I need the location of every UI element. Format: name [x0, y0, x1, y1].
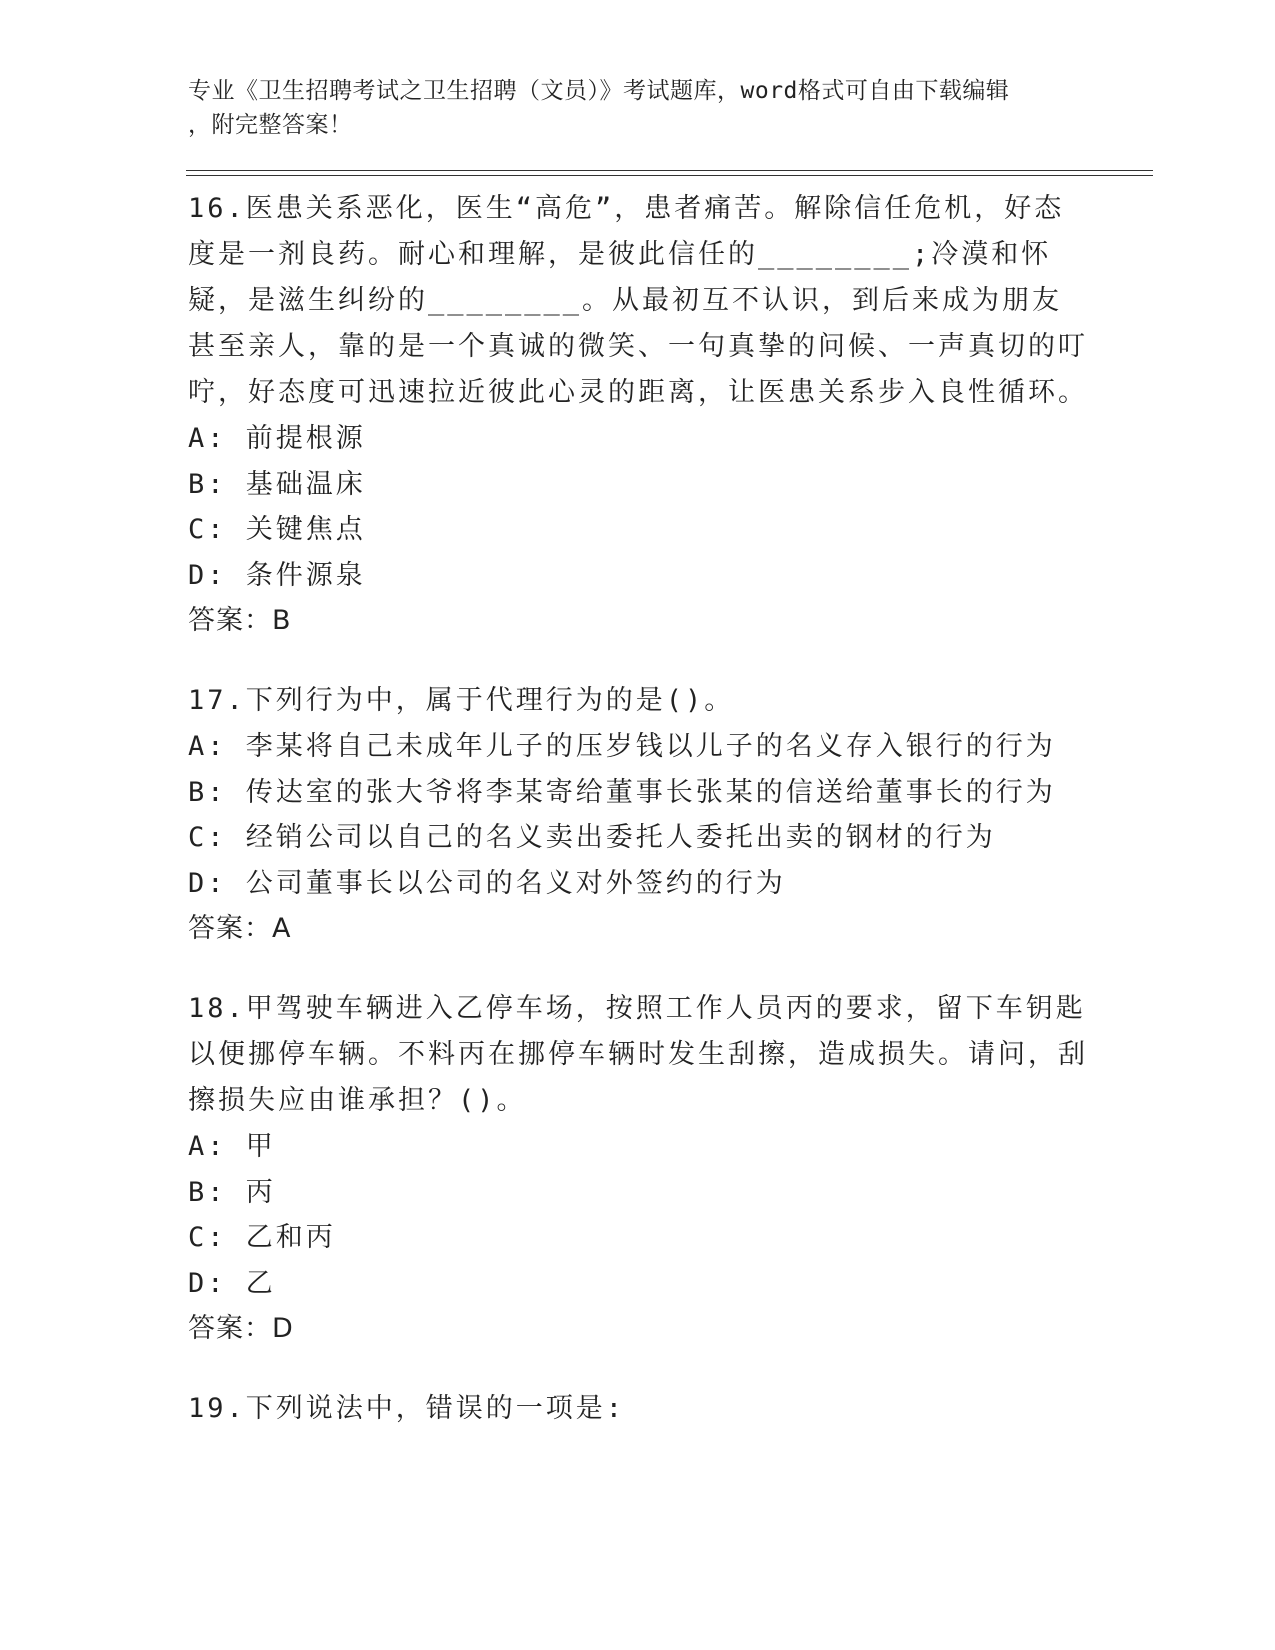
- option-c: C: 乙和丙: [188, 1222, 336, 1253]
- header-line-1: 专业《卫生招聘考试之卫生招聘（文员）》考试题库，word格式可自由下载编辑: [188, 78, 1010, 104]
- answer: 答案：D: [188, 1313, 294, 1344]
- option-a: A: 前提根源: [188, 423, 366, 454]
- option-a: A: 李某将自己未成年儿子的压岁钱以儿子的名义存入银行的行为: [188, 731, 1056, 762]
- question-16: [188, 186, 1088, 644]
- document-header: [188, 74, 1078, 142]
- question-stem: 18.甲驾驶车辆进入乙停车场，按照工作人员丙的要求，留下车钥匙以便挪停车辆。不料丙在挪停车辆时发生刮擦，造成损失。请问，刮擦损失应由谁承担？()。: [188, 993, 1088, 1116]
- question-19: [188, 1386, 1088, 1432]
- option-c: C: 经销公司以自己的名义卖出委托人委托出卖的钢材的行为: [188, 822, 996, 853]
- question-18: [188, 986, 1088, 1352]
- question-17: [188, 678, 1088, 952]
- answer: 答案：B: [188, 605, 292, 636]
- question-list: [188, 186, 1088, 1466]
- header-line-2: ，附完整答案！: [188, 112, 353, 138]
- option-c: C: 关键焦点: [188, 514, 366, 545]
- option-b: B: 丙: [188, 1176, 276, 1208]
- option-a: A: 甲: [188, 1131, 276, 1162]
- header-rule-top: [186, 170, 1153, 171]
- header-rule-bottom: [186, 175, 1153, 176]
- option-d: D: 乙: [188, 1267, 276, 1299]
- option-b: B: 传达室的张大爷将李某寄给董事长张某的信送给董事长的行为: [188, 776, 1056, 808]
- question-stem: 17.下列行为中，属于代理行为的是()。: [188, 685, 735, 716]
- question-stem: 19.下列说法中，错误的一项是:: [188, 1393, 626, 1424]
- option-d: D: 条件源泉: [188, 559, 366, 591]
- option-d: D: 公司董事长以公司的名义对外签约的行为: [188, 867, 786, 899]
- question-stem: 16.医患关系恶化，医生“高危”，患者痛苦。解除信任危机，好态度是一剂良药。耐心和理解，是彼此信任的________;冷漠和怀疑，是滋生纠纷的________。从最初互不认识，到后来成为朋友甚至亲人，靠的是一个真诚的微笑、一句真挚的问候、一声真切的叮咛，好态度可迅速拉近彼此心灵的距离，让医患关系步入良性循环。: [188, 193, 1088, 408]
- option-b: B: 基础温床: [188, 468, 366, 500]
- answer: 答案：A: [188, 913, 292, 944]
